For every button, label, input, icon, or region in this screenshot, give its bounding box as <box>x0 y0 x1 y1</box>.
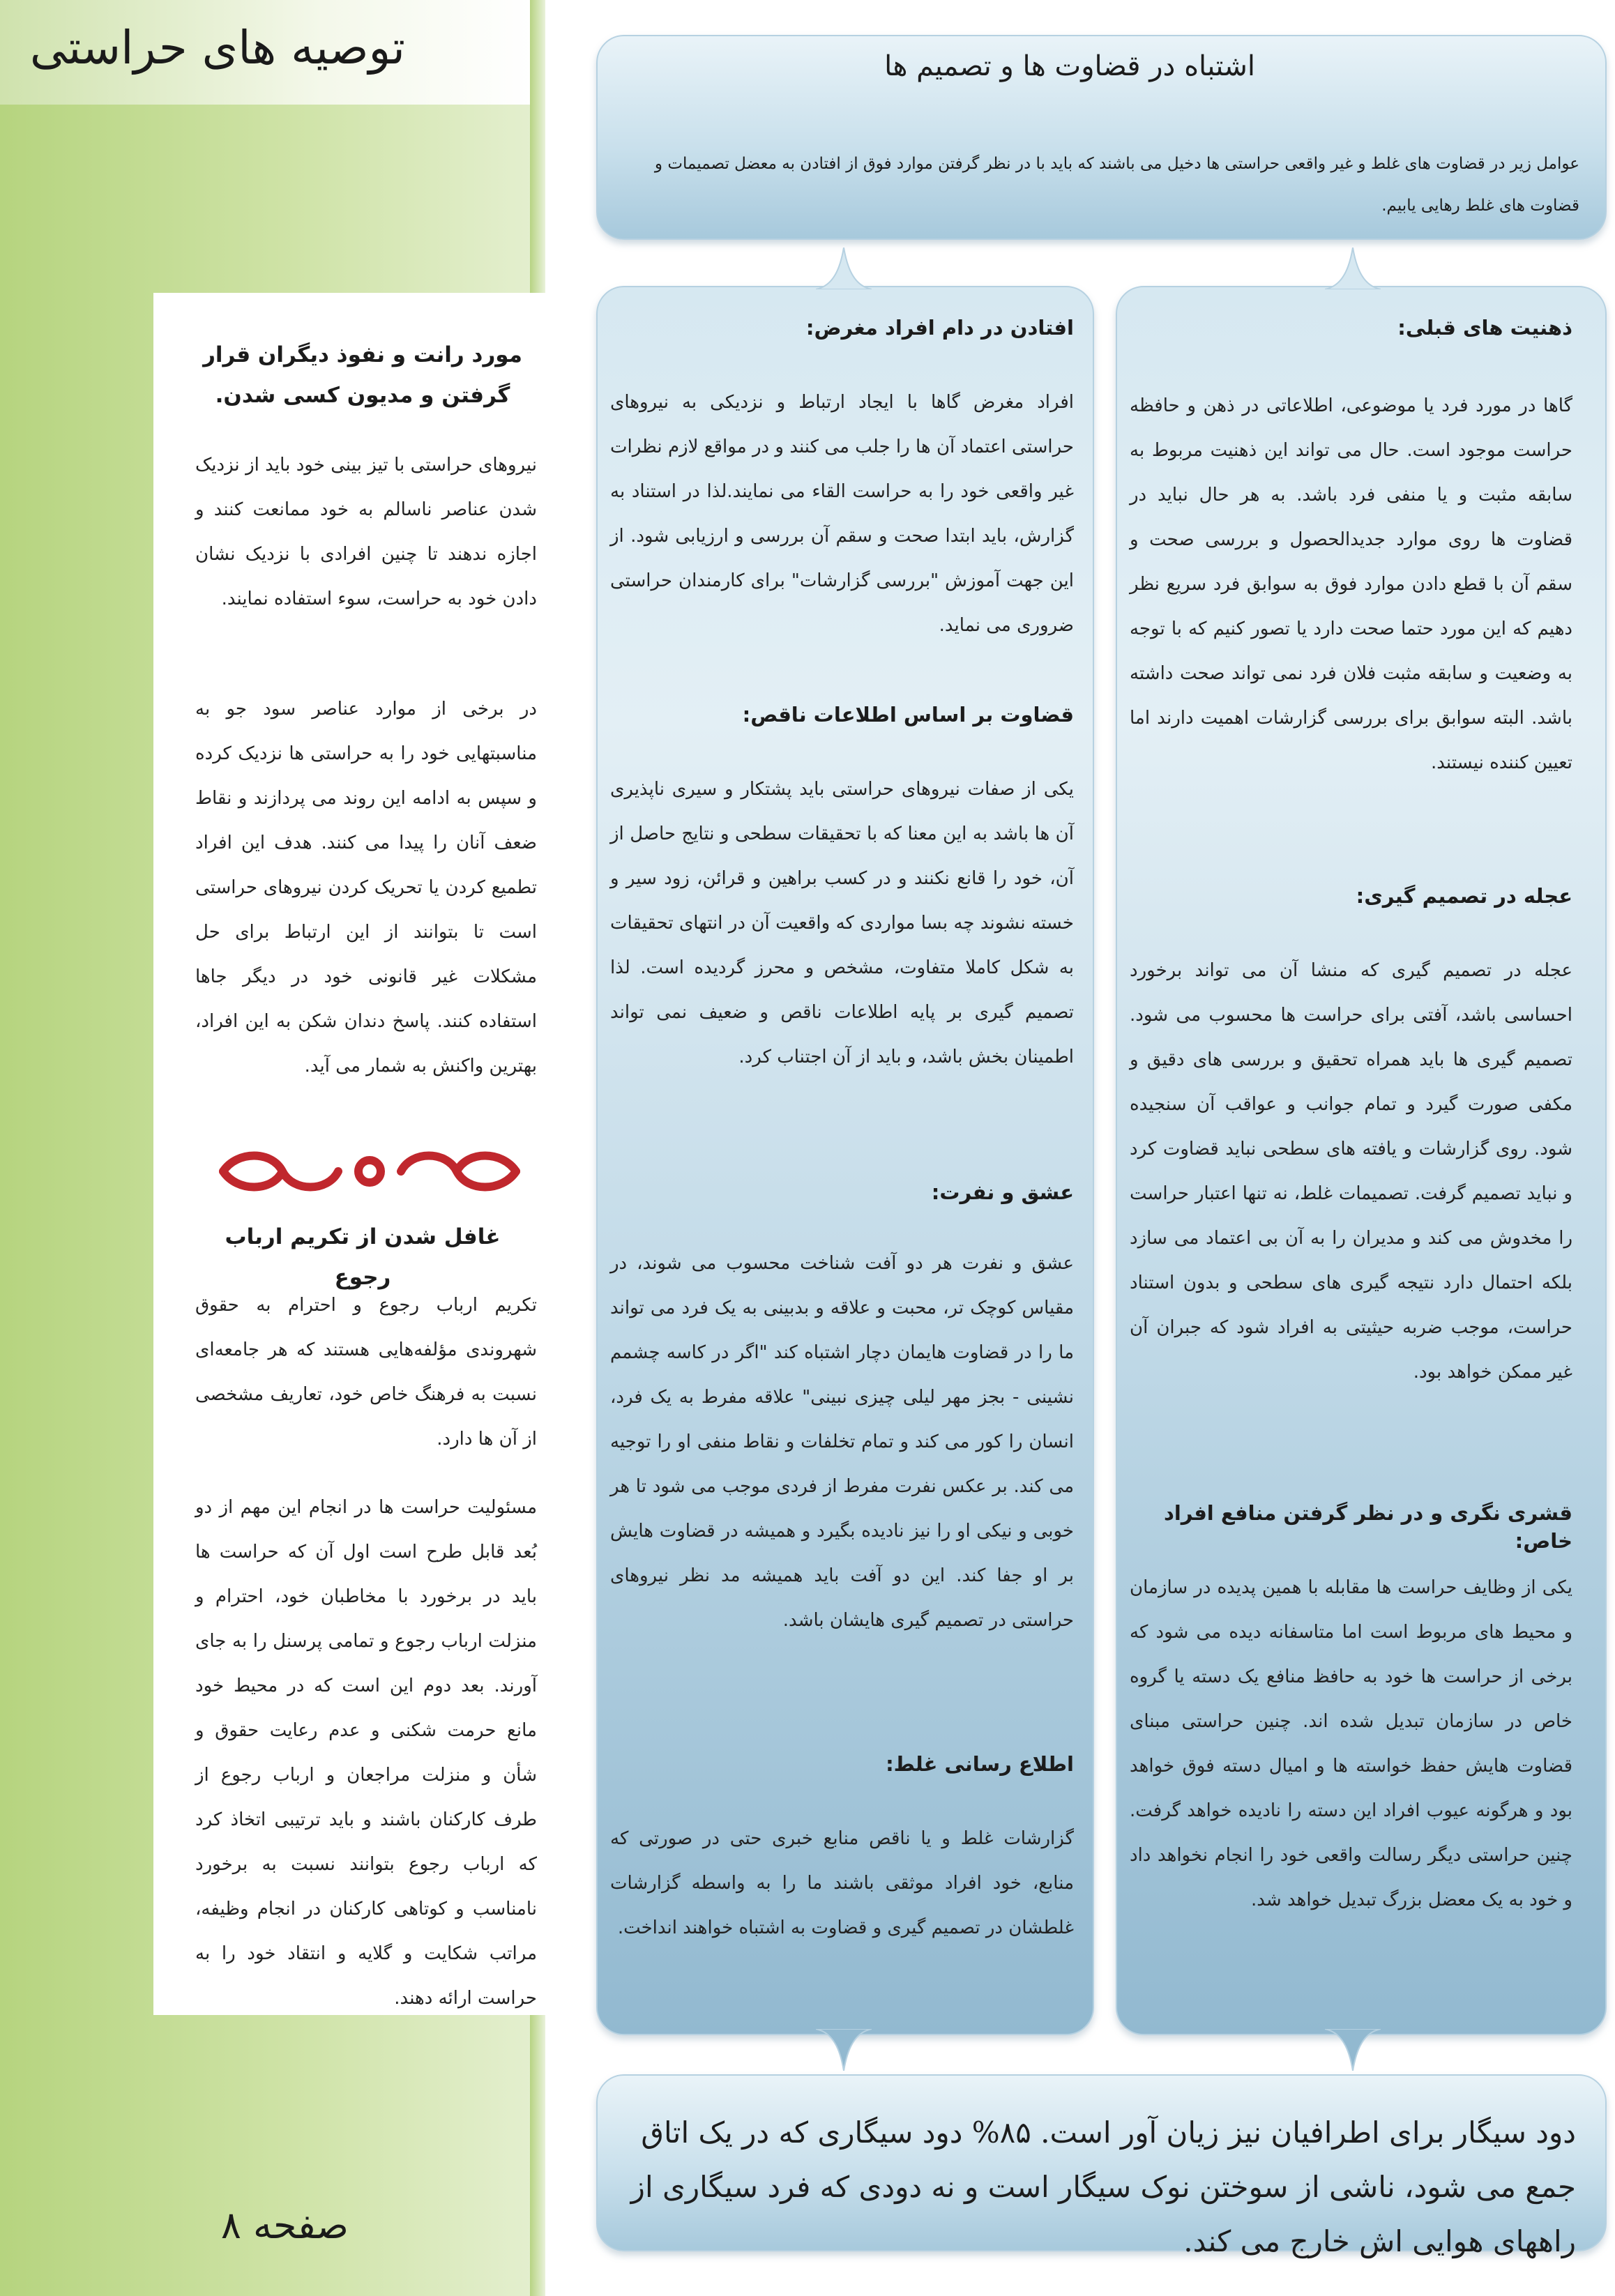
section-title: توصیه های حراستی <box>29 21 405 75</box>
right-heading-3: قشری نگری و در نظر گرفتن منافع افراد خاص: <box>1163 1501 1572 1553</box>
middle-paragraph-3: عشق و نفرت هر دو آفت شناخت محسوب می شوند، در مقیاس کوچک تر، محبت و علاقه و بدبینی به یک فرد می تواند ما را در قضاوت هایمان دچار اشتباه کند "اگر در کاسه چشمم نشینی - بجز مهر لیلی چیزی نبینی" علاقه مفرط به یک فرد، انسان را کور می کند و تمام تخلفات و نقاط منفی او را توجیه می کند. بر عکس نفرت مفرط از فردی موجب می شود تا هر خوبی و نیکی او را نیز نادیده بگیرد و همیشه در قضاوت هایش بر او جفا کند. این دو آفت باید همیشه مد نظر نیروهای حراستی در تصمیم گیری هایشان باشد. <box>610 1253 1074 1631</box>
top-panel-title: اشتباه در قضاوت ها و تصمیم ها <box>884 50 1255 82</box>
middle-column-bottom-notch <box>816 2029 872 2071</box>
sidebar-paragraph-4: مسئولیت حراست ها در انجام این مهم از دو بُعد قابل طرح است اول آن که حراست ها باید در برخورد با مخاطبان خود، احترام و منزلت ارباب رجوع و تمامی پرسنل را به جای آورند. بعد دوم این است که در محیط خود مانع حرمت شکنی و عدم رعایت حقوق و شأن و منزلت مراجعان و ارباب رجوع از طرف کارکنان باشند و باید ترتیبی اتخاذ کرد که ارباب رجوع بتوانند نسبت به برخورد نامناسب و کوتاهی کارکنان در انجام وظیفه، مراتب شکایت و گلایه و انتقاد خود را به حراست ارائه دهند. <box>195 1497 537 2009</box>
middle-column-notch <box>816 248 872 289</box>
middle-paragraph-2: یکی از صفات نیروهای حراستی باید پشتکار و سیری ناپذیری آن ها باشد به این معنا که با تحقیقات سطحی و نتایج حاصل از آن، خود را قانع نکنند و در کسب براهین و قرائن، زود سیر و خسته نشوند چه بسا مواردی که واقعیت آن در انتهای تحقیقات به شکل کاملا متفاوت، مشخص و محرز گردیده است. لذا تصمیم گیری بر پایه اطلاعات ناقص و ضعیف نمی تواند اطمینان بخش باشد، و باید از آن اجتناب کرد. <box>610 779 1074 1067</box>
right-paragraph-3: یکی از وظایف حراست ها مقابله با همین پدیده در سازمان و محیط های مربوط است اما متاسفانه دیده می شود که برخی از حراست ها خود به حافظ منافع یک دسته یا گروه خاص در سازمان تبدیل شده اند. چنین حراستی مبنای قضاوت هایش حفظ خواسته ها و امیال دسته فوق خواهد بود و هرگونه عیوب افراد این دسته را نادیده خواهد گرفت. چنین حراستی دیگر رسالت واقعی خود را انجام نخواهد داد و خود به یک معضل بزرگ تبدیل خواهد شد. <box>1130 1577 1572 1910</box>
sidebar-paragraph-3: تکریم ارباب رجوع و احترام به حقوق شهروندی مؤلفه‌هایی هستند که هر جامعه‌ای نسبت به فرهنگ خاص خود، تعاریف مشخصی از آن ها دارد. <box>195 1295 537 1450</box>
top-panel-body: عوامل زیر در قضاوت های غلط و غیر واقعی حراستی ها دخیل می باشند که باید با در نظر گرفتن موارد فوق از افتادن به معضل تصمیمات و قضاوت های غلط رهایی یابیم. <box>654 155 1579 215</box>
right-heading-2: عجله در تصمیم گیری: <box>1356 884 1572 908</box>
bottom-panel-quote: دود سیگار برای اطرافیان نیز زیان آور است. ۸۵% دود سیگاری که در یک اتاق جمع می شود، ناشی از سوختن نوک سیگار است و نه دودی که فرد سیگاری از راههای هوایی اش خارج می کند. <box>630 2115 1576 2258</box>
page-number: صفحه ۸ <box>220 2203 349 2247</box>
middle-heading-2: قضاوت بر اساس اطلاعات ناقص: <box>742 703 1074 727</box>
right-paragraph-1: گاها در مورد فرد یا موضوعی، اطلاعاتی در ذهن و حافظه حراست موجود است. حال می تواند این ذهنیت مربوط به سابقه مثبت و یا منفی فرد باشد. به هر حال نباید در قضاوت ها روی موارد جدیدالحصول و بررسی صحت و سقم آن با قطع دادن موارد فوق به سوابق فرد سریع نظر دهیم که این مورد حتما صحت دارد یا تصور کنیم که با توجه به وضعیت و سابقه مثبت فلان فرد نمی تواند صحت داشته باشد. البته سوابق برای بررسی گزارشات اهمیت دارند اما تعیین کننده نیستند. <box>1130 395 1572 773</box>
middle-heading-1: افتادن در دام افراد مغرض: <box>805 316 1074 340</box>
right-heading-1: ذهنیت های قبلی: <box>1397 316 1572 340</box>
ornament-divider-icon <box>209 1147 530 1196</box>
middle-paragraph-1: افراد مغرض گاها با ایجاد ارتباط و نزدیکی به نیروهای حراستی اعتماد آن ها را جلب می کنند و در مواقع لازم نظرات غیر واقعی خود را به حراست القاء می نمایند.لذا در استناد به گزارش، باید ابتدا صحت و سقم آن بررسی و ارزیابی شود. از این جهت آموزش "بررسی گزارشات" برای کارمندان حراستی ضروری می نماید. <box>610 392 1074 636</box>
right-column-notch <box>1325 248 1381 289</box>
middle-heading-4: اطلاع رسانی غلط: <box>886 1752 1074 1776</box>
sidebar-heading-2: غافل شدن از تکریم ارباب رجوع <box>225 1224 501 1290</box>
sidebar-paragraph-2: در برخی از موارد عناصر سود جو به مناسبتهایی خود را به حراستی ها نزدیک کرده و سپس به ادامه این روند می پردازند و نقاط ضعف آنان را پیدا می کنند. هدف این افراد تطمیع کردن یا تحریک کردن نیروهای حراستی است تا بتوانند از این ارتباط برای حل مشکلات غیر قانونی خود در دیگر جاها استفاده کنند. پاسخ دندان شکن به این افراد، بهترین واکنش به شمار می آید. <box>195 699 537 1077</box>
sidebar-paragraph-1: نیروهای حراستی با تیز بینی خود باید از نزدیک شدن عناصر ناسالم به خود ممانعت کنند و اجازه ندهند تا چنین افرادی با نزدیک نشان دادن خود به حراست، سوء استفاده نمایند. <box>195 455 537 609</box>
sidebar-heading-1: مورد رانت و نفوذ دیگران قرار گرفتن و مدیون کسی شدن. <box>203 342 522 408</box>
right-column-bottom-notch <box>1325 2029 1381 2071</box>
middle-paragraph-4: گزارشات غلط و یا ناقص منابع خبری حتی در صورتی که منابع، خود افراد موثقی باشند ما را به واسطه گزارشات غلطشان در تصمیم گیری و قضاوت به اشتباه خواهند انداخت. <box>610 1828 1074 1938</box>
right-paragraph-2: عجله در تصمیم گیری که منشا آن می تواند برخورد احساسی باشد، آفتی برای حراست ها محسوب می شود. تصمیم گیری ها باید همراه تحقیق و بررسی های دقیق و مکفی صورت گیرد و تمام جوانب و عواقب آن سنجیده شود. روی گزارشات و یافته های سطحی نباید قضاوت کرد و نباید تصمیم گرفت. تصمیمات غلط، نه تنها اعتبار حراست را مخدوش می کند و مدیران را به آن بی اعتماد می سازد بلکه احتمال دارد نتیجه گیری های سطحی و بدون استناد حراست، موجب ضربه حیثیتی به افراد شود که جبران آن غیر ممکن خواهد بود. <box>1130 960 1572 1383</box>
middle-heading-3: عشق و نفرت: <box>931 1180 1074 1204</box>
